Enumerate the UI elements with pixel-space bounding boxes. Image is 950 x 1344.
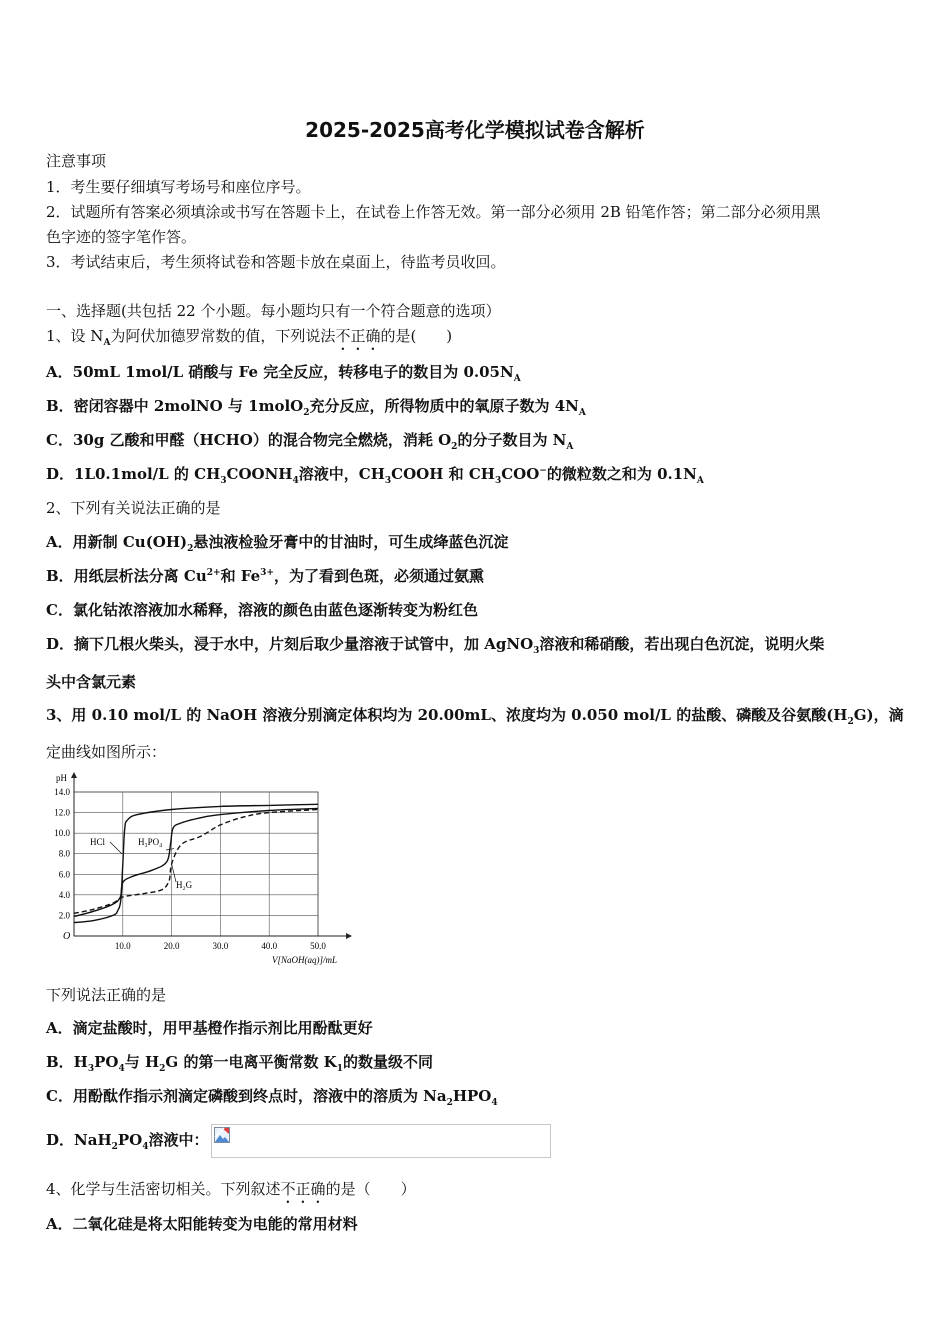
chart-origin: O bbox=[63, 931, 71, 942]
question-1-stem: 1、设 $N_A$为阿伏加德罗常数的值，下列说法不正确的是( ) bbox=[46, 327, 453, 348]
curve-label: H₂G bbox=[176, 880, 193, 890]
curve-label-leader bbox=[110, 842, 122, 854]
notice-item-2-cont: 色字迹的签字笔作答。 bbox=[46, 228, 197, 246]
chart-axes bbox=[71, 772, 352, 939]
series-h2g-line bbox=[74, 810, 318, 914]
chart-xlabel: V[NaOH(aq)]/mL bbox=[272, 955, 338, 965]
x-tick-label: 50.0 bbox=[310, 941, 326, 951]
question-1-option-d: D．1L0.1mol/L 的 $CH_3COONH_4$溶液中，$CH_3COOH$ 和 $CH_3COO^-$的微粒数之和为 $0.1N_A$ bbox=[46, 465, 704, 486]
question-3-option-b: B．$H_3PO_4$与 $H_2G$ 的第一电离平衡常数 $K_1$的数量级不同 bbox=[46, 1053, 433, 1074]
page-title: 2025-2025高考化学模拟试卷含解析 bbox=[305, 118, 645, 142]
notice-item-3: 3．考试结束后，考生须将试卷和答题卡放在桌面上，待监考员收回。 bbox=[46, 253, 506, 271]
y-tick-label: 10.0 bbox=[54, 828, 70, 839]
x-tick-label: 20.0 bbox=[163, 941, 180, 951]
question-1-option-a: A．50mL 1mol/L 硝酸与 Fe 完全反应，转移电子的数目为 $0.05N_A$ bbox=[46, 363, 521, 384]
question-3-lead: 下列说法正确的是 bbox=[46, 986, 167, 1004]
series-h3po4-line bbox=[74, 809, 318, 917]
x-tick-label: 30.0 bbox=[212, 941, 229, 951]
question-1-option-b: B．密闭容器中 2molNO 与 1molO$_2$充分反应，所得物质中的氧原子数为 $4N_A$ bbox=[46, 397, 586, 418]
question-3-option-d: D．$NaH_2PO_4$溶液中： bbox=[46, 1124, 551, 1158]
question-3-stem: 3、用 0.10 mol/L 的 NaOH 溶液分别滴定体积均为 20.00mL、浓度均为 0.050 mol/L 的盐酸、磷酸及谷氨酸$(H_2G)$，滴 bbox=[46, 706, 904, 727]
chart-grid bbox=[74, 792, 318, 936]
y-tick-label: 2.0 bbox=[58, 910, 70, 921]
grid-frame bbox=[74, 792, 318, 936]
y-tick-label: 14.0 bbox=[54, 787, 70, 797]
question-2-option-d-cont: 头中含氯元素 bbox=[46, 673, 137, 691]
notice-item-1: 1．考生要仔细填写考场号和座位序号。 bbox=[46, 178, 311, 196]
y-tick-label: 6.0 bbox=[58, 869, 70, 880]
notice-item-2: 2．试题所有答案必须填涂或书写在答题卡上，在试卷上作答无效。第一部分必须用 2B 铅笔作答；第二部分必须用黑 bbox=[46, 203, 821, 221]
broken-image-placeholder bbox=[211, 1124, 551, 1158]
question-4-option-a: A．二氧化硅是将太阳能转变为电能的常用材料 bbox=[46, 1215, 358, 1233]
x-tick-label: 40.0 bbox=[261, 941, 278, 951]
notice-heading: 注意事项 bbox=[46, 152, 107, 170]
question-1-option-c: C．30g 乙酸和甲醛（HCHO）的混合物完全燃烧，消耗 $O_2$的分子数目为 $N_A$ bbox=[46, 431, 574, 452]
question-2-option-c: C．氯化钴浓溶液加水稀释，溶液的颜色由蓝色逐渐转变为粉红色 bbox=[46, 601, 478, 619]
chart-ylabel: pH bbox=[56, 773, 67, 783]
titration-chart bbox=[46, 770, 356, 970]
x-tick-label: 10.0 bbox=[114, 941, 131, 951]
question-4-stem: 4、化学与生活密切相关。下列叙述不正确的是（ ） bbox=[46, 1180, 416, 1198]
question-3-option-c: C．用酚酞作指示剂滴定磷酸到终点时，溶液中的溶质为 $Na_2HPO_4$ bbox=[46, 1087, 498, 1108]
broken-image-icon bbox=[214, 1127, 230, 1143]
question-3-option-a: A．滴定盐酸时，用甲基橙作指示剂比用酚酞更好 bbox=[46, 1019, 373, 1037]
curve-label: H₃PO₄ bbox=[138, 837, 163, 847]
question-3-stem-cont: 定曲线如图所示： bbox=[46, 743, 167, 761]
question-2-stem: 2、下列有关说法正确的是 bbox=[46, 499, 221, 517]
y-tick-label: 4.0 bbox=[58, 889, 70, 900]
y-tick-label: 12.0 bbox=[54, 807, 70, 818]
y-tick-label: 8.0 bbox=[58, 848, 70, 859]
question-2-option-a: A．用新制 $Cu(OH)_2$悬浊液检验牙膏中的甘油时，可生成绛蓝色沉淀 bbox=[46, 533, 509, 554]
section-heading: 一、选择题(共包括 22 个小题。每小题均只有一个符合题意的选项） bbox=[46, 302, 501, 320]
question-2-option-b: B．用纸层析法分离 $Cu^{2+}$和 $Fe^{3+}$，为了看到色斑，必须通过氨熏 bbox=[46, 567, 484, 585]
question-2-option-d: D．摘下几根火柴头，浸于水中，片刻后取少量溶液于试管中，加 AgNO$_3$溶液和稀硝酸，若出现白色沉淀，说明火柴 bbox=[46, 635, 825, 656]
curve-label: HCl bbox=[90, 837, 106, 847]
